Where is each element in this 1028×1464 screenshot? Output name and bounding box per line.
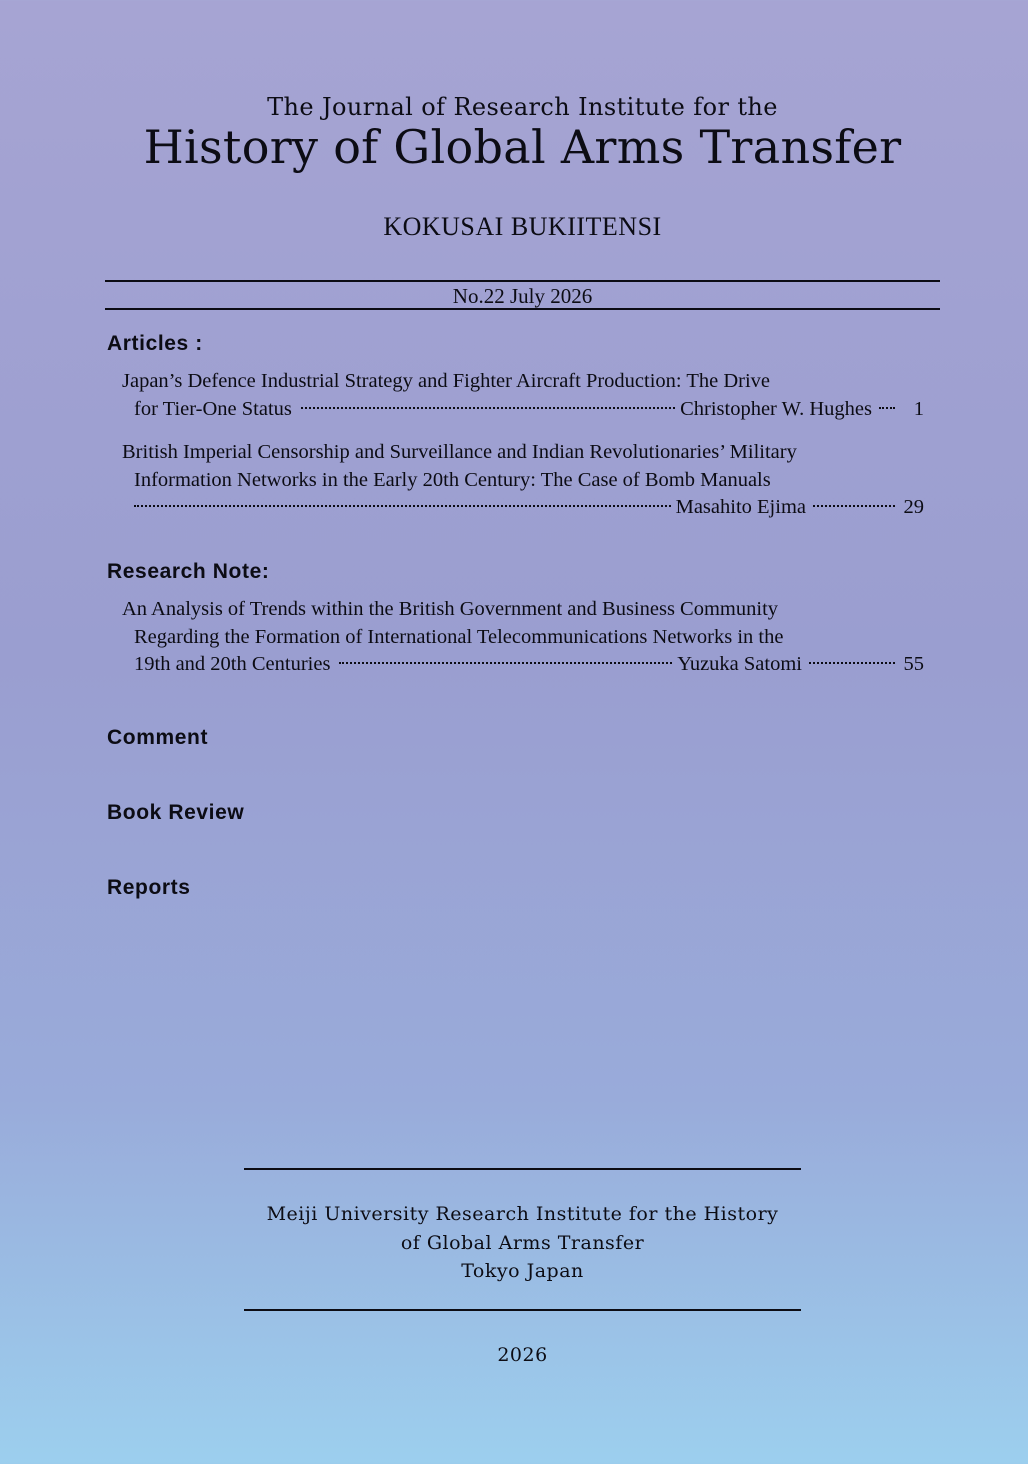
articles-heading: Articles : bbox=[107, 332, 203, 355]
research-note-page-number: 55 bbox=[903, 653, 924, 675]
article-title-line: British Imperial Censorship and Surveillance and Indian Revolutionaries’ Military bbox=[122, 441, 797, 463]
research-note-byline bbox=[122, 651, 924, 679]
comment-heading: Comment bbox=[107, 726, 209, 749]
article-title-line: Information Networks in the Early 20th Century: The Case of Bomb Manuals bbox=[134, 468, 771, 491]
dot-leader bbox=[813, 505, 895, 507]
book-review-heading: Book Review bbox=[107, 801, 245, 824]
issue-bottom-rule bbox=[105, 308, 940, 310]
publisher-bottom-rule bbox=[244, 1309, 801, 1311]
publication-year: 2026 bbox=[497, 1344, 548, 1366]
research-note-title-line: 19th and 20th Centuries bbox=[134, 653, 331, 675]
article-entry[interactable] bbox=[122, 368, 924, 423]
publisher-location: Tokyo Japan bbox=[461, 1260, 584, 1282]
issue-top-rule bbox=[105, 280, 940, 282]
article-byline bbox=[122, 494, 924, 522]
article-entry[interactable] bbox=[122, 439, 924, 522]
reports-heading: Reports bbox=[107, 876, 191, 899]
journal-pre-title: The Journal of Research Institute for the bbox=[267, 93, 778, 121]
research-note-title-line: An Analysis of Trends within the British Government and Business Community bbox=[122, 598, 779, 620]
publisher-line: Meiji University Research Institute for the History bbox=[266, 1203, 779, 1225]
dot-leader bbox=[339, 662, 672, 664]
article-page-number: 1 bbox=[913, 397, 924, 420]
article-title-line: Japan’s Defence Industrial Strategy and Fighter Aircraft Production: The Drive bbox=[122, 370, 771, 392]
dot-leader bbox=[809, 662, 895, 664]
dot-leader bbox=[879, 407, 895, 409]
research-note-heading: Research Note: bbox=[107, 560, 270, 583]
article-author: Masahito Ejima bbox=[675, 496, 806, 518]
journal-subtitle: KOKUSAI BUKIITENSI bbox=[383, 212, 662, 241]
article-author: Christopher W. Hughes bbox=[680, 397, 872, 420]
journal-title: History of Global Arms Transfer bbox=[143, 120, 902, 174]
article-page-number: 29 bbox=[903, 496, 924, 518]
article-byline bbox=[122, 396, 924, 424]
publisher-top-rule bbox=[244, 1168, 801, 1170]
dot-leader bbox=[134, 505, 671, 507]
issue-number: No.22 July 2026 bbox=[452, 284, 593, 308]
research-note-title-line: Regarding the Formation of International Telecommunications Networks in the bbox=[134, 625, 784, 648]
research-note-author: Yuzuka Satomi bbox=[677, 653, 802, 675]
publisher-line: of Global Arms Transfer bbox=[400, 1231, 645, 1254]
research-note-entry[interactable] bbox=[122, 596, 924, 679]
publisher-block bbox=[0, 1200, 1028, 1286]
dot-leader bbox=[301, 407, 675, 409]
article-title-line: for Tier-One Status bbox=[134, 397, 292, 420]
